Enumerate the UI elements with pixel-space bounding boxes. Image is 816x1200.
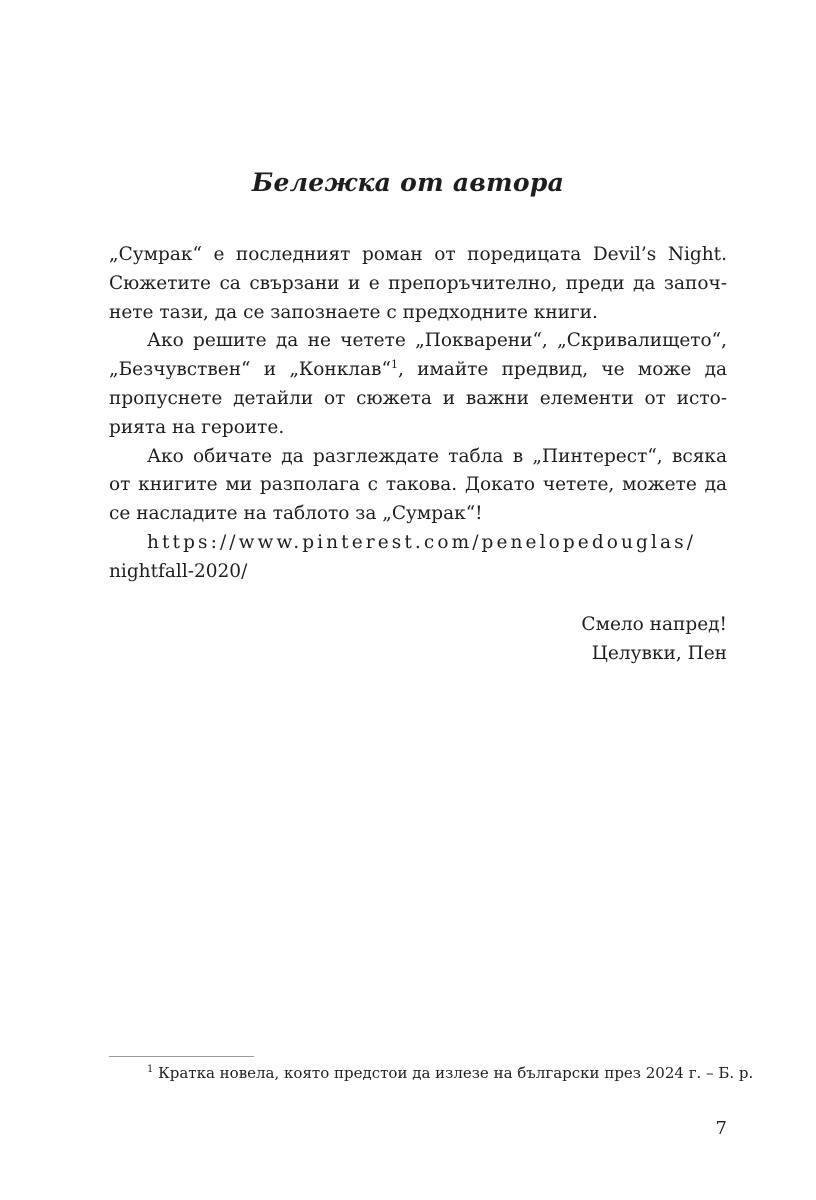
signoff-line: Смело напред!: [581, 614, 727, 635]
body-line: Ако решите да не четете „Покварени“, „Скривалището“,: [147, 330, 727, 352]
page-title: Бележка от автора: [251, 168, 565, 197]
footnote-divider: [109, 1056, 254, 1057]
footnote-text: Кратка новела, която предстои да излезе на български през 2024 г. – Б. р.: [153, 1064, 754, 1082]
footnote: [147, 1063, 753, 1083]
body-line: рията на героите.: [109, 416, 285, 438]
footnote-marker: 1: [147, 1064, 154, 1075]
author-signoff: [581, 610, 727, 668]
body-line: се насладите на таблото за „Сумрак“!: [109, 503, 483, 525]
body-line: „Сумрак“ е последният роман от поредицата Devil’s Night.: [109, 244, 727, 265]
url-line[interactable]: https://www.pinterest.com/penelopedouglas/: [147, 531, 697, 553]
signoff-line: Целувки, Пен: [591, 643, 727, 664]
body-line: нете тази, да се запознаете с предходните книги.: [109, 301, 598, 323]
body-line: Ако обичате да разглеждате табла в „Пинтерест“, всяка: [147, 445, 727, 467]
body-line: от книгите ми разполага с такова. Докато четете, можете да: [109, 474, 727, 496]
body-text: [109, 241, 727, 587]
text-segment: „Безчувствен“ и „Конклав“: [109, 359, 391, 381]
body-line: пропуснете детайли от сюжета и важни елементи от исто-: [109, 387, 727, 409]
body-line: [109, 356, 727, 385]
text-segment: , имайте предвид, че може да: [397, 359, 727, 381]
page-number: 7: [715, 1118, 727, 1139]
body-line: Сюжетите са свързани и е препоръчително, преди да започ-: [109, 272, 727, 294]
footnote-reference[interactable]: 1: [390, 358, 398, 372]
url-line[interactable]: nightfall-2020/: [109, 560, 248, 582]
